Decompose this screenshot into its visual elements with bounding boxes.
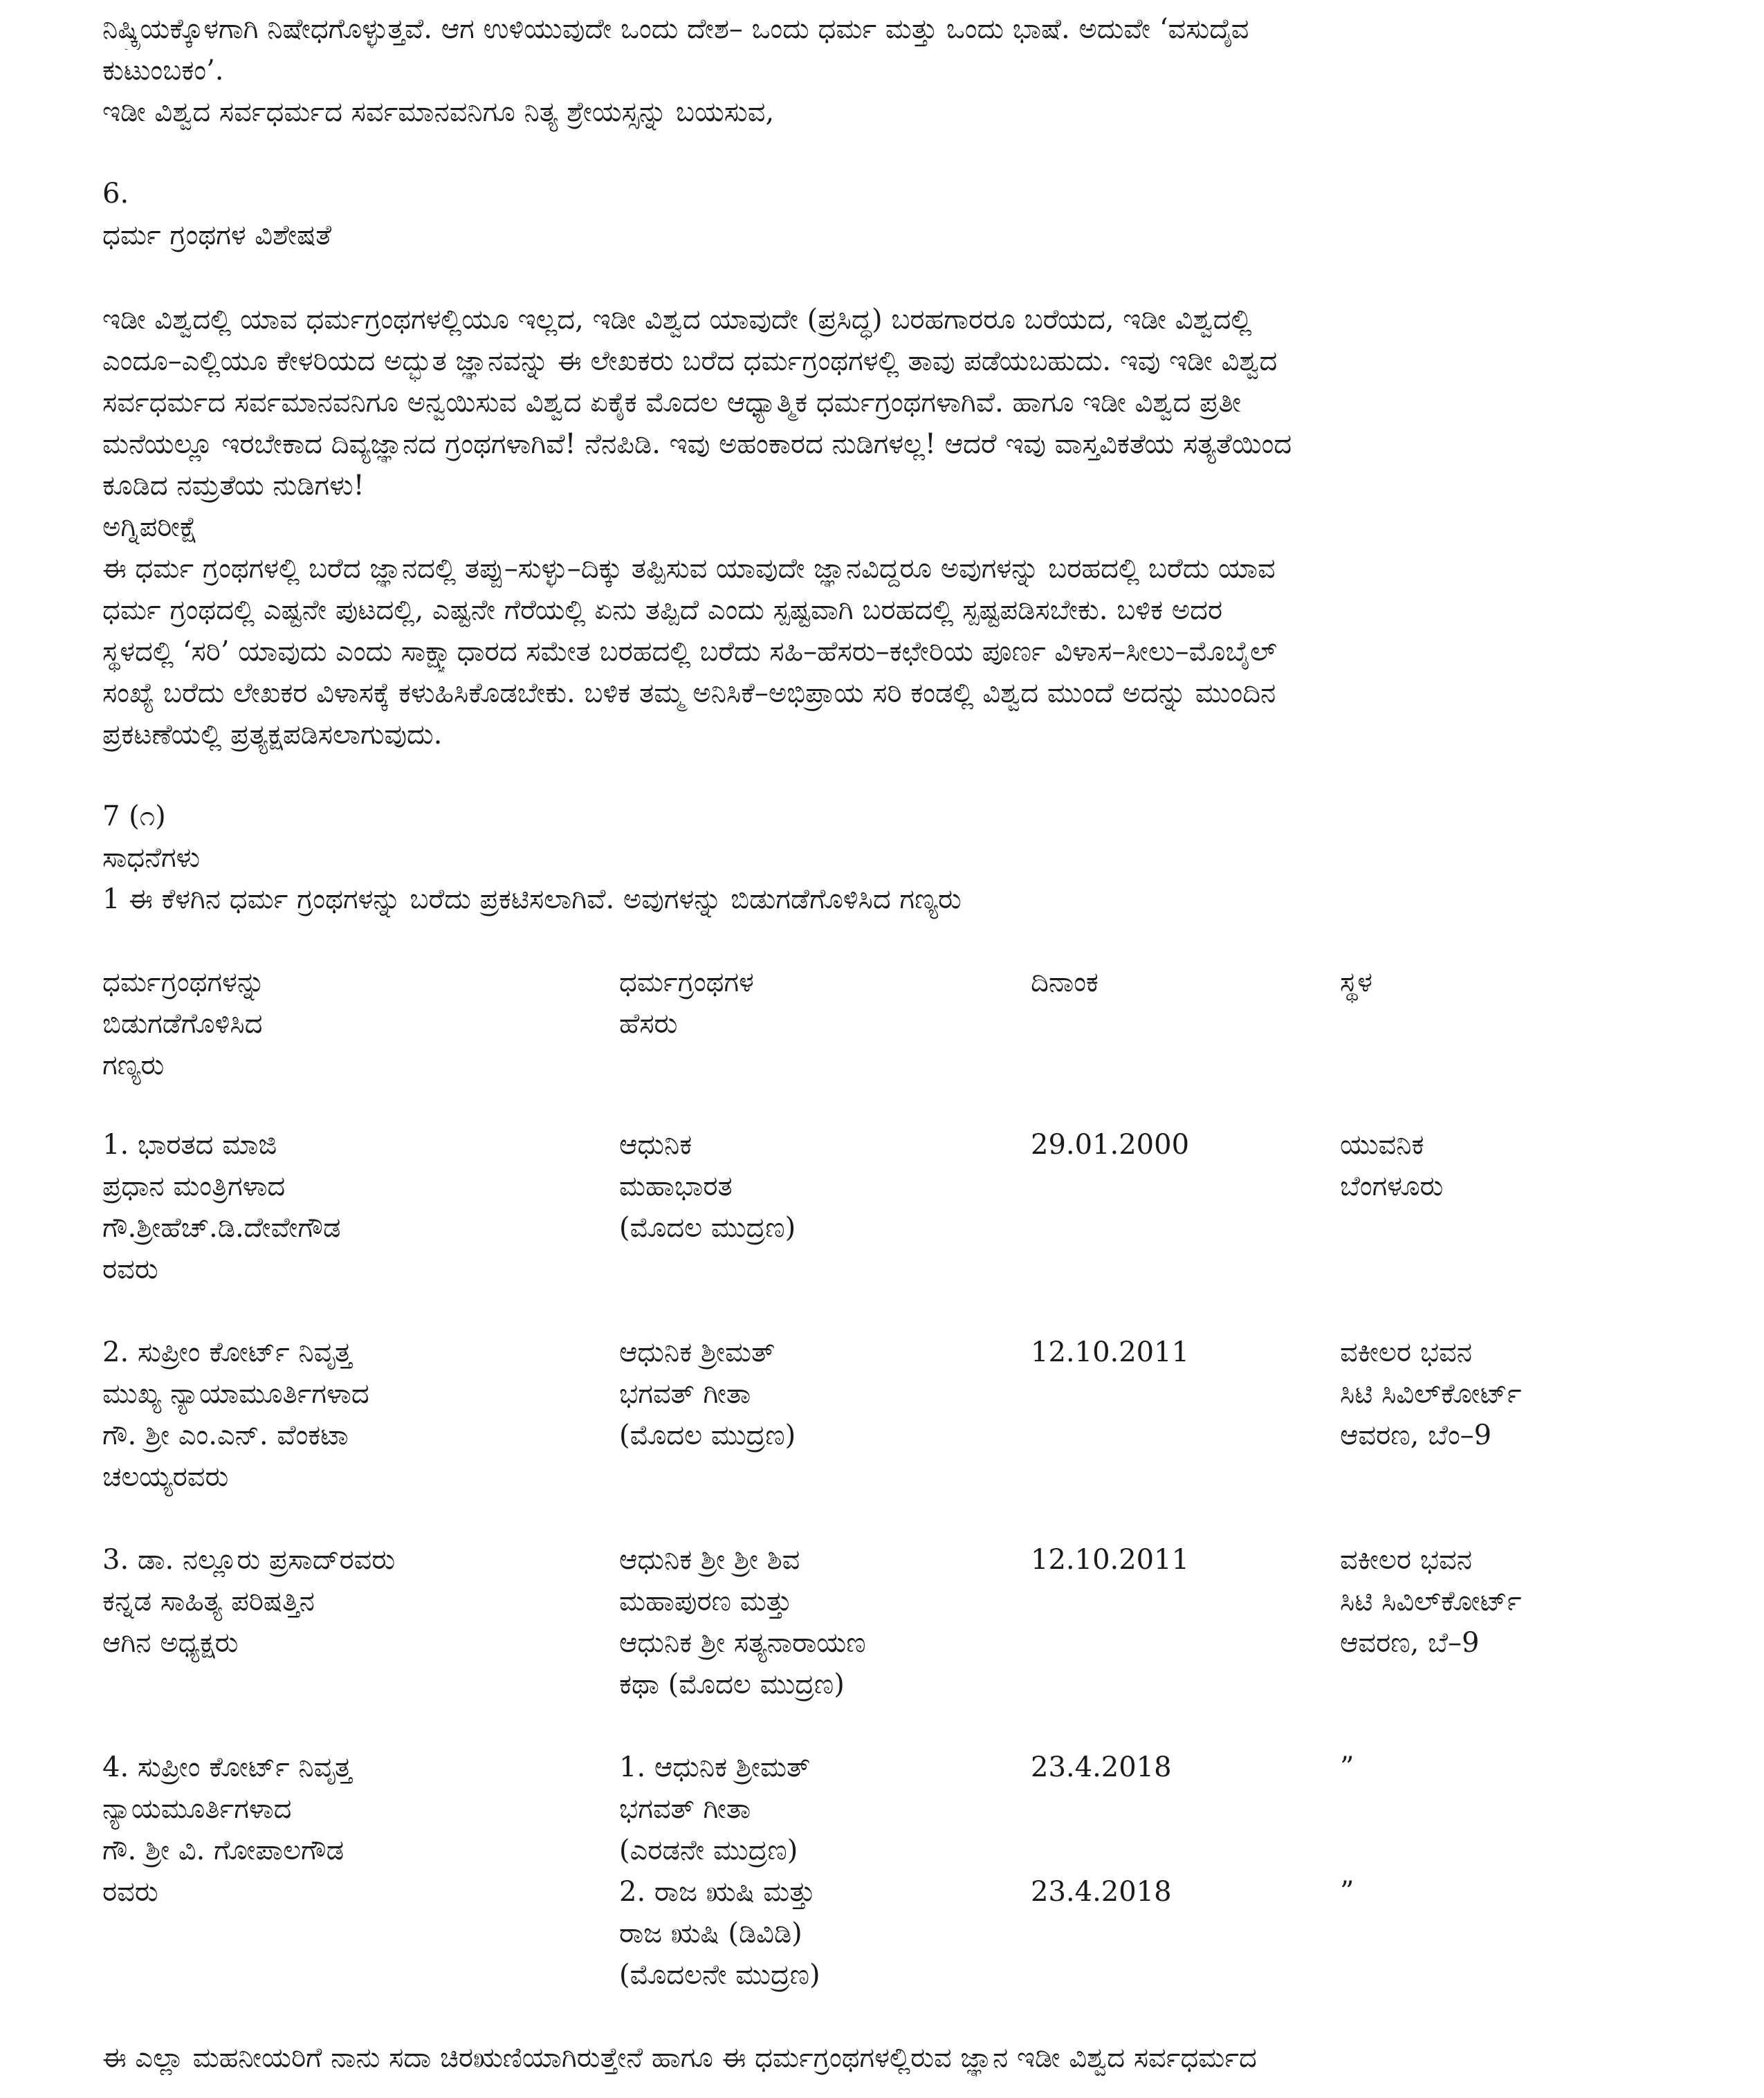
- row-book: (ಎರಡನೇ ಮುದ್ರಣ): [619, 1834, 798, 1866]
- row-place: ಯುವನಿಕ: [1340, 1129, 1424, 1161]
- row-dignitary: ಗೌ. ಶ್ರೀ ವಿ. ಗೋಪಾಲಗೌಡ: [102, 1834, 344, 1866]
- row-book: ಮಹಾಪುರಣ ಮತ್ತು: [619, 1585, 793, 1617]
- section-6-number: 6.: [102, 178, 129, 210]
- row-place: ವಕೀಲರ ಭವನ: [1340, 1336, 1472, 1368]
- row-dignitary: ನ್ಯಾಯಮೂರ್ತಿಗಳಾದ: [102, 1793, 292, 1825]
- row-dignitary: 1. ಭಾರತದ ಮಾಜಿ: [102, 1129, 277, 1161]
- section-6-para-line: ಸರ್ವಧರ್ಮದ ಸರ್ವಮಾನವನಿಗೂ ಅನ್ವಯಿಸುವ ವಿಶ್ವದ ಏಕೈಕ ಮೊದಲ ಆಧ್ಯಾತ್ಮಿಕ ಧರ್ಮಗ್ರಂಥಗಳಾಗಿವೆ. ಹಾಗೂ ಇಡೀ ವಿಶ್ವದ ಪ್ರತೀ: [102, 387, 1242, 418]
- row-dignitary: ಗೌ. ಶ್ರೀ ಎಂ.ಎನ್. ವೆಂಕಟಾ: [102, 1419, 349, 1451]
- row-place: ”: [1340, 1751, 1354, 1783]
- row-dignitary: ರವರು: [102, 1253, 158, 1285]
- header-dignitary: ಧರ್ಮಗ್ರಂಥಗಳನ್ನು: [102, 966, 266, 998]
- section-6-para2-line: ಈ ಧರ್ಮ ಗ್ರಂಥಗಳಲ್ಲಿ ಬರೆದ ಜ್ಞಾನದಲ್ಲಿ ತಪ್ಪು–ಸುಳ್ಳು–ದಿಕ್ಕು ತಪ್ಪಿಸುವ ಯಾವುದೇ ಜ್ಞಾನವಿದ್ದರೂ ಅವುಗಳನ್ನು ಬರಹದಲ್ಲಿ ಬರೆದು ಯಾವ: [102, 553, 1276, 585]
- section-6-para2-line: ಪ್ರಕಟಣೆಯಲ್ಲಿ ಪ್ರತ್ಯಕ್ಷಪಡಿಸಲಾಗುವುದು.: [102, 719, 443, 751]
- header-book: ಹೆಸರು: [619, 1008, 678, 1040]
- row-dignitary: ಆಗಿನ ಅಧ್ಯಕ್ಷರು: [102, 1627, 239, 1659]
- row-dignitary: 3. ಡಾ. ನಲ್ಲೂರು ಪ್ರಸಾದ್‌ರವರು: [102, 1544, 396, 1576]
- row-place: ಬೆಂಗಳೂರು: [1340, 1170, 1444, 1202]
- section-6-para-line: ಎಂದೂ–ಎಲ್ಲಿಯೂ ಕೇಳರಿಯದ ಅದ್ಭುತ ಜ್ಞಾನವನ್ನು ಈ ಲೇಖಕರು ಬರೆದ ಧರ್ಮಗ್ರಂಥಗಳಲ್ಲಿ ತಾವು ಪಡೆಯಬಹುದು. ಇವು ಇಡೀ ವಿಶ್ವದ: [102, 345, 1278, 377]
- header-book: ಧರ್ಮಗ್ರಂಥಗಳ: [619, 966, 754, 998]
- row-date: 23.4.2018: [1031, 1876, 1172, 1908]
- row-book: ಆಧುನಿಕ: [619, 1129, 692, 1161]
- section-6-para2-line: ಸ್ಥಳದಲ್ಲಿ ‘ಸರಿ’ ಯಾವುದು ಎಂದು ಸಾಕ್ಷ್ಯಾಧಾರದ ಸಮೇತ ಬರಹದಲ್ಲಿ ಬರೆದು ಸಹಿ–ಹೆಸರು–ಕಛೇರಿಯ ಪೂರ್ಣ ವಿಳಾಸ–ಸೀಲು–ಮೊಬೈಲ್: [102, 636, 1277, 668]
- section-7-number: 7 (೧): [102, 800, 166, 832]
- row-place: ಸಿಟಿ ಸಿವಿಲ್‌ಕೋರ್ಟ್: [1340, 1378, 1522, 1410]
- row-book: ಭಗವತ್ ಗೀತಾ: [619, 1378, 751, 1410]
- row-book: ರಾಜ ಋಷಿ (ಡಿವಿಡಿ): [619, 1917, 802, 1949]
- section-6-heading: ಧರ್ಮ ಗ್ರಂಥಗಳ ವಿಶೇಷತೆ: [102, 219, 332, 251]
- header-dignitary: ಬಿಡುಗಡೆಗೊಳಿಸಿದ: [102, 1008, 263, 1040]
- row-book: (ಮೊದಲ ಮುದ್ರಣ): [619, 1212, 796, 1244]
- intro-line-1: ನಿಷ್ಕ್ರಿಯಕ್ಕೊಳಗಾಗಿ ನಿಷೇಧಗೊಳ್ಳುತ್ತವೆ. ಆಗ ಉಳಿಯುವುದೇ ಒಂದು ದೇಶ– ಒಂದು ಧರ್ಮ ಮತ್ತು ಒಂದು ಭಾಷೆ. ಅದುವೇ ‘ವಸುದೈವ: [102, 13, 1249, 45]
- row-date: 29.01.2000: [1031, 1129, 1190, 1161]
- row-place: ”: [1340, 1876, 1354, 1908]
- section-6-para2-line: ಸಂಖ್ಯೆ ಬರೆದು ಲೇಖಕರ ವಿಳಾಸಕ್ಕೆ ಕಳುಹಿಸಿಕೊಡಬೇಕು. ಬಳಿಕ ತಮ್ಮ ಅನಿಸಿಕೆ–ಅಭಿಪ್ರಾಯ ಸರಿ ಕಂಡಲ್ಲಿ ವಿಶ್ವದ ಮುಂದೆ ಅದನ್ನು ಮುಂದಿನ: [102, 677, 1276, 709]
- header-dignitary: ಗಣ್ಯರು: [102, 1049, 165, 1081]
- section-6-subheading: ಅಗ್ನಿಪರೀಕ್ಷೆ: [102, 511, 198, 543]
- row-book: 2. ರಾಜ ಋಷಿ ಮತ್ತು: [619, 1876, 816, 1908]
- row-dignitary: ಚಲಯ್ಯರವರು: [102, 1461, 229, 1493]
- header-place: ಸ್ಥಳ: [1340, 966, 1372, 998]
- header-date: ದಿನಾಂಕ: [1031, 966, 1099, 998]
- intro-line-3: ಇಡೀ ವಿಶ್ವದ ಸರ್ವಧರ್ಮದ ಸರ್ವಮಾನವನಿಗೂ ನಿತ್ಯ ಶ್ರೇಯಸ್ಸನ್ನು ಬಯಸುವ,: [102, 96, 775, 128]
- row-date: 12.10.2011: [1031, 1544, 1190, 1576]
- row-book: ಆಧುನಿಕ ಶ್ರೀ ಶ್ರೀ ಶಿವ: [619, 1544, 800, 1576]
- section-7-heading: ಸಾಧನೆಗಳು: [102, 842, 201, 874]
- row-book: (ಮೊದಲ ಮುದ್ರಣ): [619, 1419, 796, 1451]
- row-dignitary: ರವರು: [102, 1876, 158, 1908]
- row-place: ಆವರಣ, ಬೆ–9: [1340, 1627, 1480, 1659]
- section-6-para-line: ಇಡೀ ವಿಶ್ವದಲ್ಲಿ ಯಾವ ಧರ್ಮಗ್ರಂಥಗಳಲ್ಲಿಯೂ ಇಲ್ಲದ, ಇಡೀ ವಿಶ್ವದ ಯಾವುದೇ (ಪ್ರಸಿದ್ಧ) ಬರಹಗಾರರೂ ಬರೆಯದ, ಇಡೀ ವಿಶ್ವದಲ್ಲಿ: [102, 304, 1252, 335]
- row-place: ಸಿಟಿ ಸಿವಿಲ್‌ಕೋರ್ಟ್: [1340, 1585, 1522, 1617]
- row-book: (ಮೊದಲನೇ ಮುದ್ರಣ): [619, 1959, 820, 1991]
- intro-line-2: ಕುಟುಂಬಕಂ’.: [102, 55, 224, 86]
- section-6-para2-line: ಧರ್ಮ ಗ್ರಂಥದಲ್ಲಿ ಎಷ್ಟನೇ ಪುಟದಲ್ಲಿ, ಎಷ್ಟನೇ ಗೆರೆಯಲ್ಲಿ ಏನು ತಪ್ಪಿದೆ ಎಂದು ಸ್ಪಷ್ಟವಾಗಿ ಬರಹದಲ್ಲಿ ಸ್ಪಷ್ಟಪಡಿಸಬೇಕು. ಬಳಿಕ ಅದರ: [102, 594, 1223, 626]
- section-6-para-line: ಕೂಡಿದ ನಮ್ರತೆಯ ನುಡಿಗಳು!: [102, 470, 365, 502]
- row-place: ವಕೀಲರ ಭವನ: [1340, 1544, 1472, 1576]
- section-6-para-line: ಮನೆಯಲ್ಲೂ ಇರಬೇಕಾದ ದಿವ್ಯಜ್ಞಾನದ ಗ್ರಂಥಗಳಾಗಿವೆ! ನೆನಪಿಡಿ. ಇವು ಅಹಂಕಾರದ ನುಡಿಗಳಲ್ಲ! ಆದರೆ ಇವು ವಾಸ್ತವಿಕತೆಯ ಸತ್ಯತೆಯಿಂದ: [102, 428, 1292, 460]
- row-dignitary: ಪ್ರಧಾನ ಮಂತ್ರಿಗಳಾದ: [102, 1170, 286, 1202]
- closing-line: ಈ ಎಲ್ಲಾ ಮಹನೀಯರಿಗೆ ನಾನು ಸದಾ ಚಿರಋಣಿಯಾಗಿರುತ್ತೇನೆ ಹಾಗೂ ಈ ಧರ್ಮಗ್ರಂಥಗಳಲ್ಲಿರುವ ಜ್ಞಾನ ಇಡೀ ವಿಶ್ವದ ಸರ್ವಧರ್ಮದ: [102, 2042, 1257, 2074]
- row-place: ಆವರಣ, ಬೆಂ–9: [1340, 1419, 1492, 1451]
- row-book: ಆಧುನಿಕ ಶ್ರೀಮತ್: [619, 1336, 775, 1368]
- row-book: ಆಧುನಿಕ ಶ್ರೀ ಸತ್ಯನಾರಾಯಣ: [619, 1627, 866, 1659]
- row-book: ಕಥಾ (ಮೊದಲ ಮುದ್ರಣ): [619, 1668, 845, 1700]
- row-book: 1. ಆಧುನಿಕ ಶ್ರೀಮತ್: [619, 1751, 811, 1783]
- row-dignitary: ಗೌ.ಶ್ರೀಹೆಚ್.ಡಿ.ದೇವೇಗೌಡ: [102, 1212, 341, 1244]
- row-dignitary: ಮುಖ್ಯ ನ್ಯಾಯಾಮೂರ್ತಿಗಳಾದ: [102, 1378, 369, 1410]
- row-book: ಮಹಾಭಾರತ: [619, 1170, 733, 1202]
- row-book: ಭಗವತ್ ಗೀತಾ: [619, 1793, 751, 1825]
- section-7-intro: 1 ಈ ಕೆಳಗಿನ ಧರ್ಮ ಗ್ರಂಥಗಳನ್ನು ಬರೆದು ಪ್ರಕಟಿಸಲಾಗಿವೆ. ಅವುಗಳನ್ನು ಬಿಡುಗಡೆಗೊಳಿಸಿದ ಗಣ್ಯರು: [102, 883, 962, 915]
- row-dignitary: 4. ಸುಪ್ರೀಂ ಕೋರ್ಟ್ ನಿವೃತ್ತ: [102, 1751, 352, 1783]
- row-dignitary: 2. ಸುಪ್ರೀಂ ಕೋರ್ಟ್ ನಿವೃತ್ತ: [102, 1336, 352, 1368]
- row-date: 12.10.2011: [1031, 1336, 1190, 1368]
- row-dignitary: ಕನ್ನಡ ಸಾಹಿತ್ಯ ಪರಿಷತ್ತಿನ: [102, 1585, 315, 1617]
- row-date: 23.4.2018: [1031, 1751, 1172, 1783]
